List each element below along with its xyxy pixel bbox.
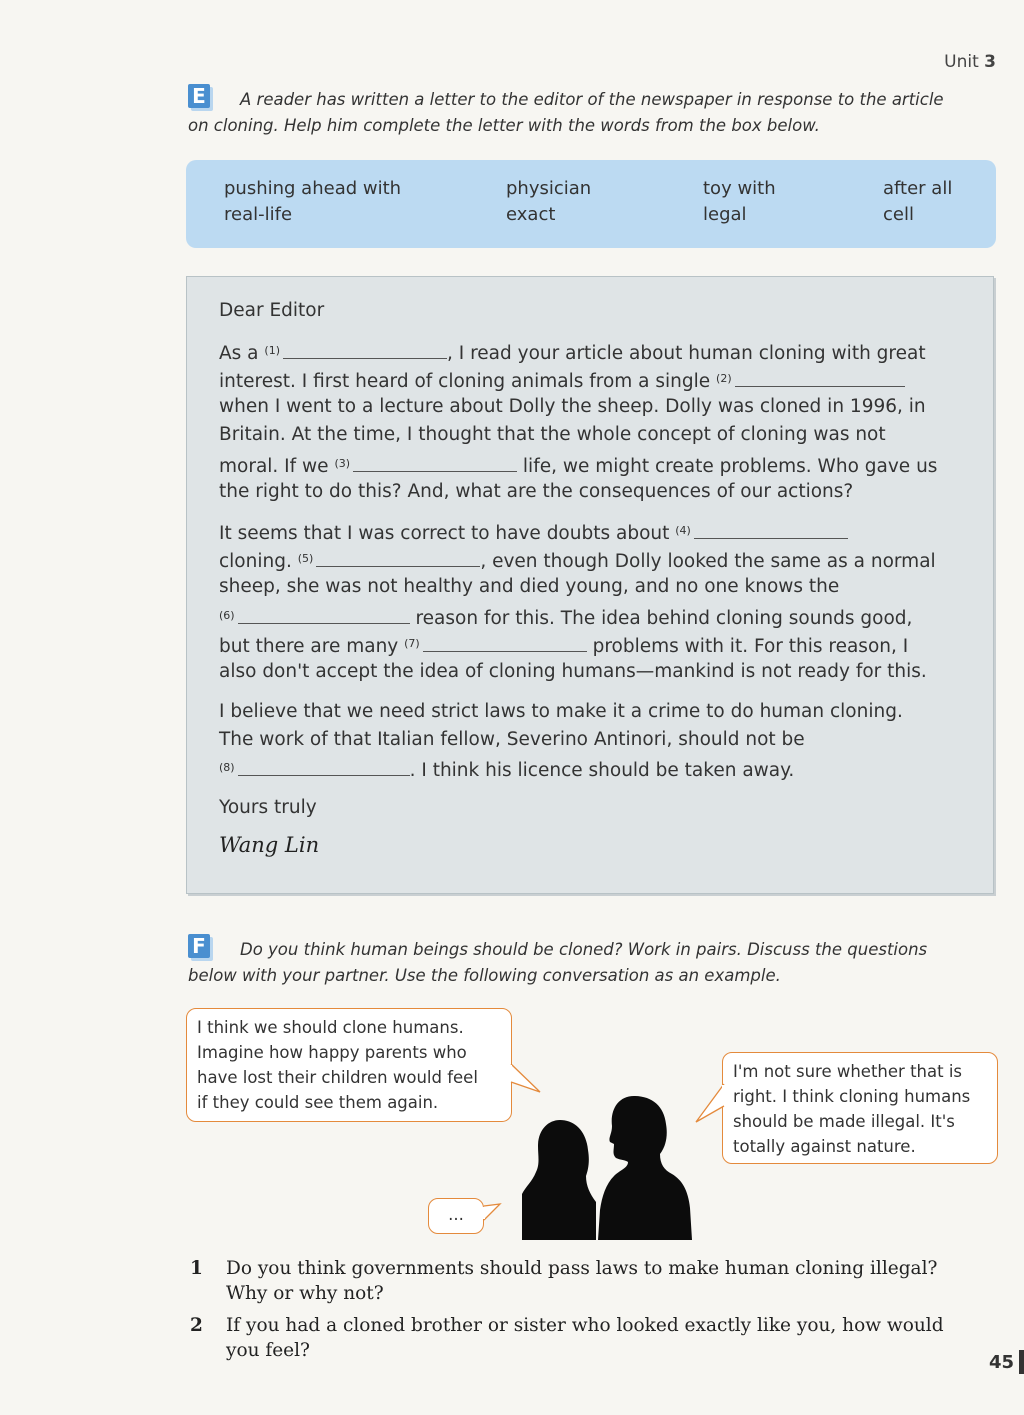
bubble-line: right. I think cloning humans: [733, 1087, 971, 1106]
blank-5[interactable]: [316, 550, 480, 567]
blank-6[interactable]: [238, 607, 410, 624]
question-line: you feel?: [226, 1340, 310, 1361]
blank-number: (4): [675, 524, 691, 537]
letter-line: [219, 545, 936, 576]
letter-line: [219, 517, 848, 548]
speech-bubble-right: [722, 1052, 998, 1164]
page-number: 45: [988, 1352, 1014, 1373]
letter-text: , I read your article about human cloning with great: [447, 343, 926, 364]
silhouette-people-icon: [516, 1090, 696, 1240]
letter-text: reason for this. The idea behind cloning sounds good,: [409, 608, 913, 629]
section-e-instruction-line2: on cloning. Help him complete the letter with the words from the box below.: [188, 116, 820, 135]
speech-bubble-left: [186, 1008, 512, 1122]
speech-bubble-small: ...: [428, 1198, 484, 1234]
word-item: cell: [883, 204, 914, 225]
letter-closing: Yours truly: [219, 797, 317, 818]
blank-7[interactable]: [423, 635, 587, 652]
bubble-line: totally against nature.: [733, 1137, 916, 1156]
letter-text: cloning.: [219, 551, 298, 572]
question-number: 2: [190, 1315, 203, 1336]
blank-number: (1): [264, 344, 280, 357]
word-item: real-life: [224, 204, 293, 225]
unit-prefix: Unit: [944, 52, 979, 72]
letter-text: interest. I first heard of cloning animals from a single: [219, 371, 717, 392]
bubble-line: if they could see them again.: [197, 1093, 439, 1112]
section-f-instruction: [188, 937, 988, 989]
word-item: after all: [883, 178, 953, 199]
letter-text: As a: [219, 343, 265, 364]
unit-label: [944, 52, 996, 72]
letter-text: , even though Dolly looked the same as a normal: [480, 551, 936, 572]
bubble-line: should be made illegal. It's: [733, 1112, 955, 1131]
word-item: physician: [506, 178, 592, 199]
bubble-line: I'm not sure whether that is: [733, 1062, 963, 1081]
letter-line: when I went to a lecture about Dolly the sheep. Dolly was cloned in 1996, in: [219, 396, 926, 417]
question-line: Do you think governments should pass laws to make human cloning illegal?: [226, 1258, 938, 1279]
letter-line: [219, 450, 937, 481]
letter-line: sheep, she was not healthy and died young, and no one knows the: [219, 576, 840, 597]
letter-text: but there are many: [219, 636, 405, 657]
word-box: [186, 160, 996, 248]
blank-number: (3): [334, 457, 351, 470]
letter-text: life, we might create problems. Who gave us: [517, 456, 938, 477]
bubble-tail-right: [694, 1080, 726, 1130]
blank-number: (8): [219, 761, 235, 774]
section-f-badge: F: [188, 934, 210, 958]
letter-line: [219, 754, 794, 785]
letter-line: also don't accept the idea of cloning humans—mankind is not ready for this.: [219, 661, 927, 682]
question-line: If you had a cloned brother or sister who looked exactly like you, how would: [226, 1315, 944, 1336]
blank-number: (7): [404, 637, 420, 650]
letter-text: It seems that I was correct to have doubts about: [219, 523, 676, 544]
section-e-instruction: [188, 87, 988, 139]
section-e-badge: E: [188, 84, 210, 108]
bubble-line: I think we should clone humans.: [197, 1018, 464, 1037]
bubble-line: Imagine how happy parents who: [197, 1043, 467, 1062]
bubble-tail-small: [480, 1198, 504, 1228]
letter-text: problems with it. For this reason, I: [586, 636, 909, 657]
blank-3[interactable]: [353, 455, 517, 472]
unit-number: 3: [984, 52, 996, 72]
page-edge-bar: [1019, 1350, 1024, 1374]
question-number: 1: [190, 1258, 203, 1279]
question-item: [190, 1256, 986, 1306]
bubble-line: have lost their children would feel: [197, 1068, 478, 1087]
letter-text: moral. If we: [219, 456, 335, 477]
blank-2[interactable]: [735, 370, 905, 387]
letter-box: [186, 276, 994, 894]
blank-8[interactable]: [238, 759, 410, 776]
word-item: pushing ahead with: [224, 178, 402, 199]
section-f-instruction-line1: Do you think human beings should be cloned? Work in pairs. Discuss the questions: [240, 940, 928, 959]
blank-1[interactable]: [283, 342, 447, 359]
blank-4[interactable]: [694, 522, 848, 539]
letter-line: The work of that Italian fellow, Severino Antinori, should not be: [219, 729, 805, 750]
word-item: legal: [703, 204, 747, 225]
letter-line: I believe that we need strict laws to make it a crime to do human cloning.: [219, 701, 903, 722]
letter-line: Britain. At the time, I thought that the whole concept of cloning was not: [219, 424, 886, 445]
blank-number: (2): [716, 372, 732, 385]
letter-text: . I think his licence should be taken away.: [409, 760, 795, 781]
section-e-instruction-line1: A reader has written a letter to the editor of the newspaper in response to the article: [240, 90, 944, 109]
letter-line: [219, 602, 912, 633]
question-item: [190, 1313, 986, 1363]
letter-signature: Wang Lin: [219, 833, 320, 857]
blank-number: (5): [297, 552, 314, 565]
section-f-instruction-line2: below with your partner. Use the following conversation as an example.: [188, 966, 781, 985]
letter-line: [219, 630, 908, 661]
letter-line: [219, 365, 905, 396]
blank-number: (6): [219, 609, 235, 622]
word-item: toy with: [703, 178, 776, 199]
question-line: Why or why not?: [226, 1283, 384, 1304]
letter-line: the right to do this? And, what are the consequences of our actions?: [219, 481, 854, 502]
letter-salutation: Dear Editor: [219, 300, 325, 321]
letter-line: [219, 337, 926, 368]
word-item: exact: [506, 204, 556, 225]
